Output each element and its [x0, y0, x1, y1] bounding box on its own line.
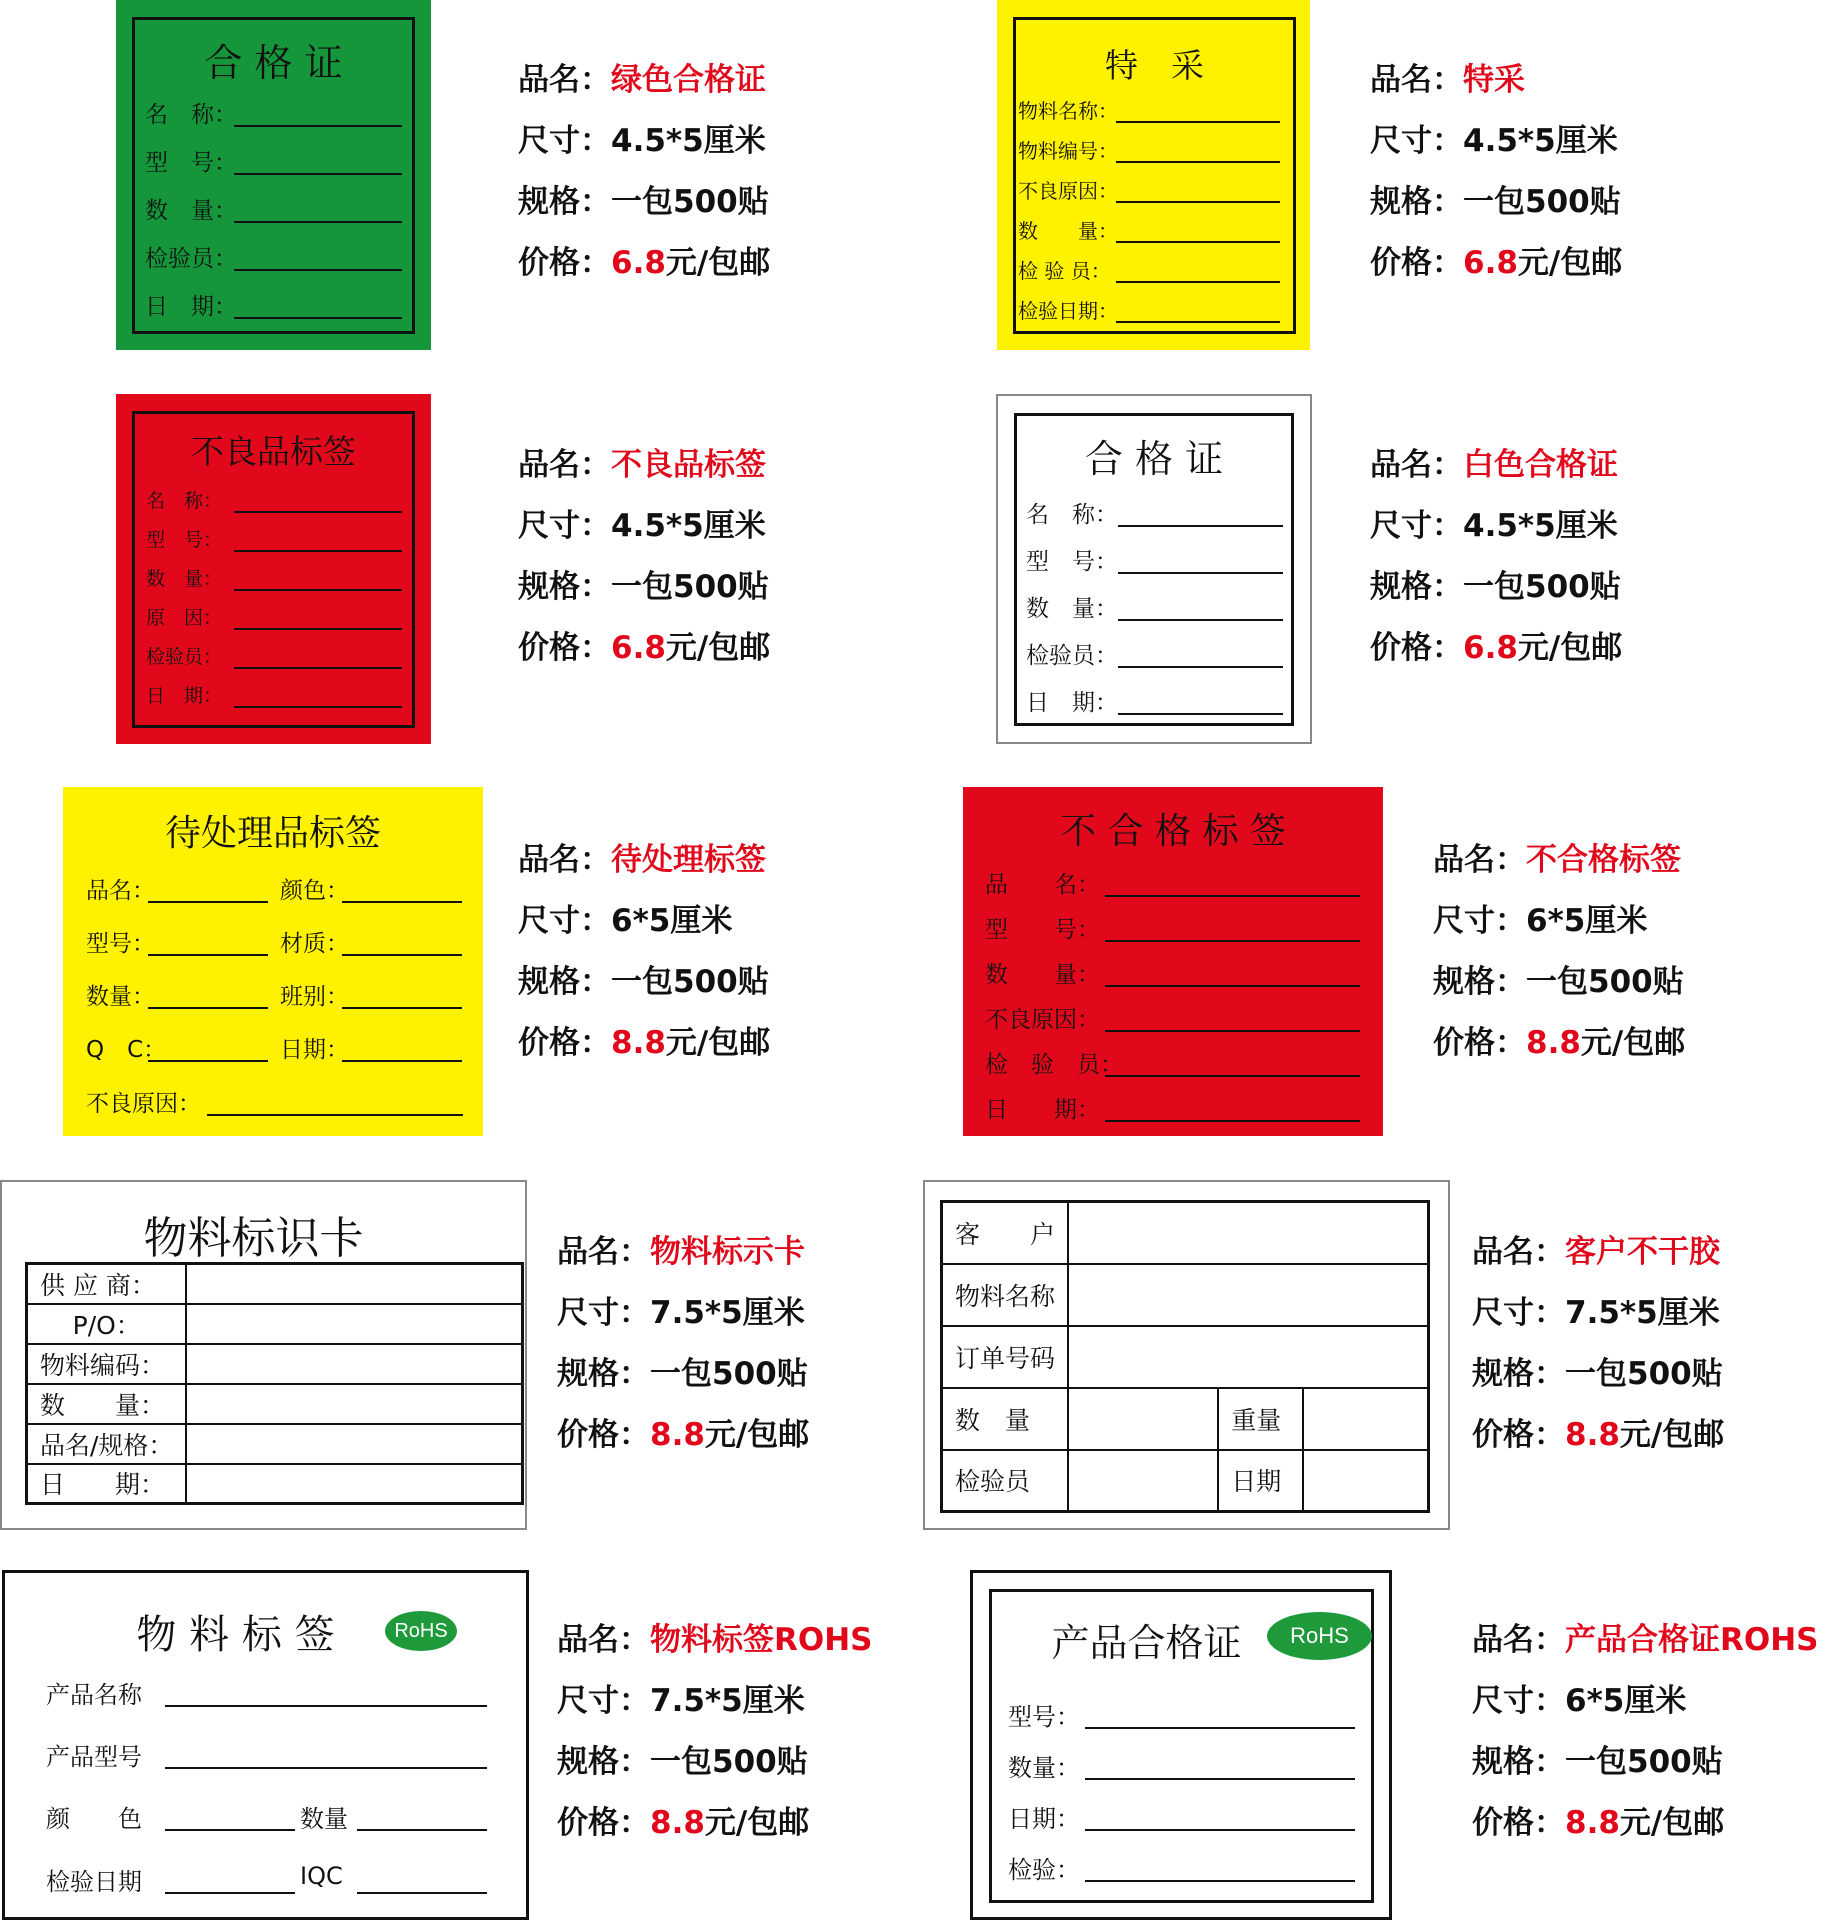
field-underline: [1085, 1829, 1355, 1831]
field-underline: [234, 706, 402, 708]
spec-label: 规格：: [1370, 184, 1463, 220]
material-card-table: [25, 1262, 524, 1505]
product-info-block: [557, 1222, 809, 1466]
field-label: 数 量：: [1018, 219, 1118, 243]
product-spec: 一包500贴: [1463, 184, 1621, 220]
product-price-row: [1472, 1793, 1819, 1854]
label-title: 物 料 标 签: [136, 1612, 335, 1658]
field-label: 产品型号: [46, 1743, 142, 1771]
field-underline: [234, 667, 402, 669]
product-name: 客户不干胶: [1565, 1234, 1720, 1270]
table-label-cell: 数 量: [942, 1388, 1069, 1450]
spec-label: 规格：: [518, 964, 611, 1000]
field-underline: [234, 173, 402, 175]
product-name-row: [518, 435, 770, 496]
field-underline: [165, 1892, 295, 1894]
field-underline: [148, 1007, 268, 1009]
field-underline: [148, 901, 268, 903]
field-underline: [234, 269, 402, 271]
field-label: 名 称：: [1026, 502, 1118, 528]
field-underline: [165, 1829, 295, 1831]
product-spec: 一包500贴: [650, 1744, 808, 1780]
size-label: 尺寸：: [1472, 1295, 1565, 1331]
price-label: 价格：: [518, 1025, 611, 1061]
product-name: 特采: [1463, 62, 1525, 98]
label-title: 待处理品标签: [164, 813, 381, 854]
label-title: 合 格 证: [1084, 437, 1224, 481]
product-name-row: [1472, 1610, 1819, 1671]
spec-label: 规格：: [518, 569, 611, 605]
size-label: 尺寸：: [518, 903, 611, 939]
field-underline: [1116, 281, 1280, 283]
product-price: 6.8: [1463, 245, 1518, 281]
product-price-row: [557, 1793, 873, 1854]
spec-label: 规格：: [1472, 1744, 1565, 1780]
field-underline: [165, 1705, 487, 1707]
field-underline: [1118, 666, 1283, 668]
field-underline: [1105, 1120, 1360, 1122]
product-spec-row: [557, 1732, 873, 1793]
table-label-cell: 订单号码: [942, 1326, 1069, 1388]
field-label: 颜 色: [46, 1805, 142, 1833]
field-underline: [357, 1829, 487, 1831]
product-size-row: [518, 496, 770, 557]
field-underline: [148, 954, 268, 956]
label-title: 物料标识卡: [143, 1213, 364, 1264]
field-label: 型 号：: [985, 917, 1100, 943]
size-label: 尺寸：: [557, 1295, 650, 1331]
label-title: 不良品标签: [191, 432, 356, 471]
product-size-row: [1433, 891, 1685, 952]
label-title: 不 合 格 标 签: [1060, 811, 1286, 852]
price-label: 价格：: [557, 1417, 650, 1453]
product-price: 8.8: [1565, 1805, 1620, 1841]
product-spec-row: [1472, 1732, 1819, 1793]
product-spec: 一包500贴: [611, 964, 769, 1000]
field-underline: [357, 1892, 487, 1894]
price-unit: 元/包邮: [665, 245, 771, 281]
product-size: 7.5*5厘米: [1565, 1295, 1720, 1331]
table-label-cell: 物料编码：: [27, 1344, 187, 1384]
field-label: 物料名称：: [1018, 99, 1118, 123]
product-size: 6*5厘米: [1565, 1683, 1687, 1719]
field-label: 检 验 员：: [1018, 259, 1111, 283]
field-underline: [1116, 121, 1280, 123]
field-label: 物料编号：: [1018, 139, 1118, 163]
field-underline: [1116, 321, 1280, 323]
label-title: 合 格 证: [204, 41, 343, 85]
product-price-row: [1433, 1013, 1685, 1074]
product-size-row: [557, 1283, 809, 1344]
product-spec: 一包500贴: [1526, 964, 1684, 1000]
field-underline: [234, 550, 402, 552]
field-label: 班别：: [280, 984, 349, 1010]
table-value-cell: [1068, 1264, 1428, 1326]
table-label-cell: 检验员: [942, 1450, 1069, 1512]
product-name-row: [1472, 1222, 1724, 1283]
product-spec: 一包500贴: [1565, 1356, 1723, 1392]
table-value-cell: [186, 1464, 523, 1504]
field-underline: [1105, 940, 1360, 942]
field-label: 数 量：: [146, 568, 223, 590]
field-label: 检验日期：: [1018, 299, 1118, 323]
field-label: 不良原因：: [86, 1091, 201, 1117]
product-info-block: [1472, 1610, 1819, 1854]
field-label: 材质：: [280, 931, 349, 957]
product-name: 绿色合格证: [611, 62, 766, 98]
field-underline: [342, 901, 462, 903]
product-spec-row: [518, 172, 770, 233]
product-price-row: [1370, 618, 1622, 679]
field-underline: [342, 1007, 462, 1009]
product-price: 8.8: [650, 1805, 705, 1841]
size-label: 尺寸：: [1370, 123, 1463, 159]
field-underline: [234, 628, 402, 630]
product-spec: 一包500贴: [1565, 1744, 1723, 1780]
product-spec: 一包500贴: [1463, 569, 1621, 605]
product-spec-row: [1370, 557, 1622, 618]
spec-label: 规格：: [1472, 1356, 1565, 1392]
field-underline: [1105, 895, 1360, 897]
product-price: 8.8: [611, 1025, 666, 1061]
field-label: 型号：: [86, 931, 155, 957]
field-underline: [207, 1114, 463, 1116]
product-name-row: [1370, 435, 1622, 496]
table-value-cell: [186, 1384, 523, 1424]
rohs-badge: RoHS: [385, 1611, 457, 1651]
table-label-cell: 日期: [1218, 1450, 1302, 1512]
product-info-block: [1433, 830, 1685, 1074]
field-underline: [234, 589, 402, 591]
name-label: 品名：: [518, 842, 611, 878]
product-size: 7.5*5厘米: [650, 1683, 805, 1719]
table-value-cell: [1068, 1202, 1428, 1264]
field-label: 检验员：: [145, 246, 237, 272]
product-name: 物料标签ROHS: [650, 1622, 873, 1658]
field-label: 日期：: [280, 1037, 349, 1063]
price-label: 价格：: [518, 630, 611, 666]
label-title: 产品合格证: [1051, 1621, 1242, 1665]
product-size: 6*5厘米: [1526, 903, 1648, 939]
product-name: 物料标示卡: [650, 1234, 805, 1270]
field-underline: [342, 1060, 462, 1062]
product-info-block: [1370, 50, 1622, 294]
product-name-row: [1370, 50, 1622, 111]
price-unit: 元/包邮: [665, 1025, 771, 1061]
field-label: 数 量：: [985, 962, 1100, 988]
field-label: 颜色：: [280, 878, 349, 904]
spec-label: 规格：: [557, 1744, 650, 1780]
field-label: 型 号：: [1026, 549, 1118, 575]
price-label: 价格：: [1433, 1025, 1526, 1061]
product-spec-row: [518, 952, 770, 1013]
field-underline: [1116, 161, 1280, 163]
product-size-row: [1472, 1671, 1819, 1732]
product-name: 待处理标签: [611, 842, 766, 878]
spec-label: 规格：: [1433, 964, 1526, 1000]
pending-label: [63, 787, 483, 1136]
field-label: 检验：: [1008, 1856, 1080, 1884]
table-value-cell: [1068, 1450, 1218, 1512]
name-label: 品名：: [1472, 1234, 1565, 1270]
price-label: 价格：: [1370, 245, 1463, 281]
product-spec: 一包500贴: [650, 1356, 808, 1392]
price-unit: 元/包邮: [1580, 1025, 1686, 1061]
price-label: 价格：: [518, 245, 611, 281]
name-label: 品名：: [518, 62, 611, 98]
product-info-block: [518, 435, 770, 679]
customer-table: [940, 1200, 1430, 1513]
field-label: 型 号：: [146, 529, 223, 551]
size-label: 尺寸：: [518, 508, 611, 544]
table-label-cell: P/O：: [27, 1304, 187, 1344]
product-spec: 一包500贴: [611, 569, 769, 605]
size-label: 尺寸：: [1433, 903, 1526, 939]
product-name-row: [557, 1222, 809, 1283]
product-spec-row: [557, 1344, 809, 1405]
field-label: 型 号：: [145, 150, 237, 176]
table-value-cell: [186, 1264, 523, 1304]
field-underline: [1085, 1727, 1355, 1729]
field-label: 日 期：: [985, 1097, 1100, 1123]
field-label: 数 量：: [1026, 596, 1118, 622]
spec-label: 规格：: [518, 184, 611, 220]
field-label: 检验员：: [1026, 643, 1118, 669]
field-label: 检验日期: [46, 1868, 142, 1896]
table-value-cell: [1303, 1450, 1429, 1512]
price-label: 价格：: [1472, 1417, 1565, 1453]
field-label: 不良原因：: [985, 1007, 1100, 1033]
field-underline: [148, 1060, 268, 1062]
field-label: 日 期：: [1026, 690, 1118, 716]
field-label: 不良原因：: [1018, 179, 1118, 203]
product-name-row: [518, 50, 770, 111]
product-size: 6*5厘米: [611, 903, 733, 939]
field-underline: [1116, 241, 1280, 243]
product-name: 白色合格证: [1463, 447, 1618, 483]
rohs-badge: RoHS: [1267, 1612, 1372, 1660]
table-value-cell: [186, 1304, 523, 1344]
product-size-row: [557, 1671, 873, 1732]
size-label: 尺寸：: [557, 1683, 650, 1719]
name-label: 品名：: [518, 447, 611, 483]
field-underline: [342, 954, 462, 956]
product-size-row: [1370, 111, 1622, 172]
field-underline: [1105, 1075, 1360, 1077]
name-label: 品名：: [1433, 842, 1526, 878]
product-size: 4.5*5厘米: [1463, 123, 1618, 159]
field-underline: [234, 221, 402, 223]
product-info-block: [1472, 1222, 1724, 1466]
size-label: 尺寸：: [518, 123, 611, 159]
field-label: 数 量：: [145, 198, 237, 224]
product-name: 不合格标签: [1526, 842, 1681, 878]
field-underline: [234, 317, 402, 319]
field-underline: [234, 125, 402, 127]
field-underline: [1105, 985, 1360, 987]
field-underline: [1085, 1880, 1355, 1882]
product-size: 4.5*5厘米: [1463, 508, 1618, 544]
product-spec-row: [1370, 172, 1622, 233]
spec-label: 规格：: [557, 1356, 650, 1392]
field-label: 名 称：: [146, 490, 223, 512]
product-size: 4.5*5厘米: [611, 508, 766, 544]
field-underline: [1118, 525, 1283, 527]
size-label: 尺寸：: [1370, 508, 1463, 544]
product-price-row: [1370, 233, 1622, 294]
product-info-block: [518, 50, 770, 294]
price-label: 价格：: [1370, 630, 1463, 666]
field-label: Q C：: [86, 1037, 167, 1063]
product-size-row: [518, 891, 770, 952]
product-price: 8.8: [1565, 1417, 1620, 1453]
product-spec-row: [518, 557, 770, 618]
table-value-cell: [186, 1424, 523, 1464]
field-label: 检验员：: [146, 646, 223, 668]
price-unit: 元/包邮: [1517, 245, 1623, 281]
product-name-row: [557, 1610, 873, 1671]
table-value-cell: [1068, 1326, 1428, 1388]
table-label-cell: 重量: [1218, 1388, 1302, 1450]
product-spec-row: [1433, 952, 1685, 1013]
table-label-cell: 品名/规格：: [27, 1424, 187, 1464]
field-underline: [165, 1767, 487, 1769]
product-price: 6.8: [611, 630, 666, 666]
product-size-row: [1472, 1283, 1724, 1344]
price-unit: 元/包邮: [1619, 1417, 1725, 1453]
field-label: IQC: [300, 1862, 343, 1890]
product-size-row: [1370, 496, 1622, 557]
product-size-row: [518, 111, 770, 172]
product-price: 8.8: [650, 1417, 705, 1453]
product-spec-row: [1472, 1344, 1724, 1405]
field-underline: [234, 511, 402, 513]
product-price-row: [518, 1013, 770, 1074]
field-label: 产品名称: [46, 1681, 142, 1709]
field-label: 名 称：: [145, 102, 237, 128]
price-unit: 元/包邮: [704, 1417, 810, 1453]
price-unit: 元/包邮: [1619, 1805, 1725, 1841]
price-unit: 元/包邮: [1517, 630, 1623, 666]
field-label: 原 因：: [146, 607, 223, 629]
product-name-row: [518, 830, 770, 891]
name-label: 品名：: [1370, 447, 1463, 483]
price-unit: 元/包邮: [665, 630, 771, 666]
table-label-cell: 物料名称: [942, 1264, 1069, 1326]
price-unit: 元/包邮: [704, 1805, 810, 1841]
product-name: 产品合格证ROHS: [1565, 1622, 1819, 1658]
field-underline: [1118, 619, 1283, 621]
name-label: 品名：: [1472, 1622, 1565, 1658]
field-underline: [1105, 1030, 1360, 1032]
product-name: 不良品标签: [611, 447, 766, 483]
product-price-row: [557, 1405, 809, 1466]
price-label: 价格：: [557, 1805, 650, 1841]
table-value-cell: [1068, 1388, 1218, 1450]
product-info-block: [557, 1610, 873, 1854]
field-label: 日期：: [1008, 1805, 1080, 1833]
table-label-cell: 数 量：: [27, 1384, 187, 1424]
field-label: 品 名：: [985, 872, 1100, 898]
field-label: 日 期：: [145, 294, 237, 320]
product-spec: 一包500贴: [611, 184, 769, 220]
table-label-cell: 客 户: [942, 1202, 1069, 1264]
field-label: 数量：: [86, 984, 155, 1010]
label-title: 特 采: [1105, 46, 1204, 85]
table-value-cell: [186, 1344, 523, 1384]
field-label: 数量: [300, 1805, 348, 1833]
product-price-row: [518, 233, 770, 294]
field-underline: [1118, 572, 1283, 574]
product-info-block: [518, 830, 770, 1074]
name-label: 品名：: [557, 1234, 650, 1270]
product-info-block: [1370, 435, 1622, 679]
product-price-row: [1472, 1405, 1724, 1466]
product-price-row: [518, 618, 770, 679]
field-underline: [1116, 201, 1280, 203]
spec-label: 规格：: [1370, 569, 1463, 605]
table-label-cell: 日 期：: [27, 1464, 187, 1504]
product-size: 7.5*5厘米: [650, 1295, 805, 1331]
product-price: 6.8: [611, 245, 666, 281]
product-name-row: [1433, 830, 1685, 891]
field-underline: [1118, 713, 1283, 715]
product-size: 4.5*5厘米: [611, 123, 766, 159]
name-label: 品名：: [1370, 62, 1463, 98]
table-label-cell: 供 应 商：: [27, 1264, 187, 1304]
product-price: 8.8: [1526, 1025, 1581, 1061]
product-price: 6.8: [1463, 630, 1518, 666]
field-underline: [1085, 1778, 1355, 1780]
size-label: 尺寸：: [1472, 1683, 1565, 1719]
name-label: 品名：: [557, 1622, 650, 1658]
field-label: 检 验 员：: [985, 1052, 1123, 1078]
field-label: 数量：: [1008, 1754, 1080, 1782]
price-label: 价格：: [1472, 1805, 1565, 1841]
field-label: 日 期：: [146, 685, 223, 707]
field-label: 品名：: [86, 878, 155, 904]
table-value-cell: [1303, 1388, 1429, 1450]
field-label: 型号：: [1008, 1703, 1080, 1731]
